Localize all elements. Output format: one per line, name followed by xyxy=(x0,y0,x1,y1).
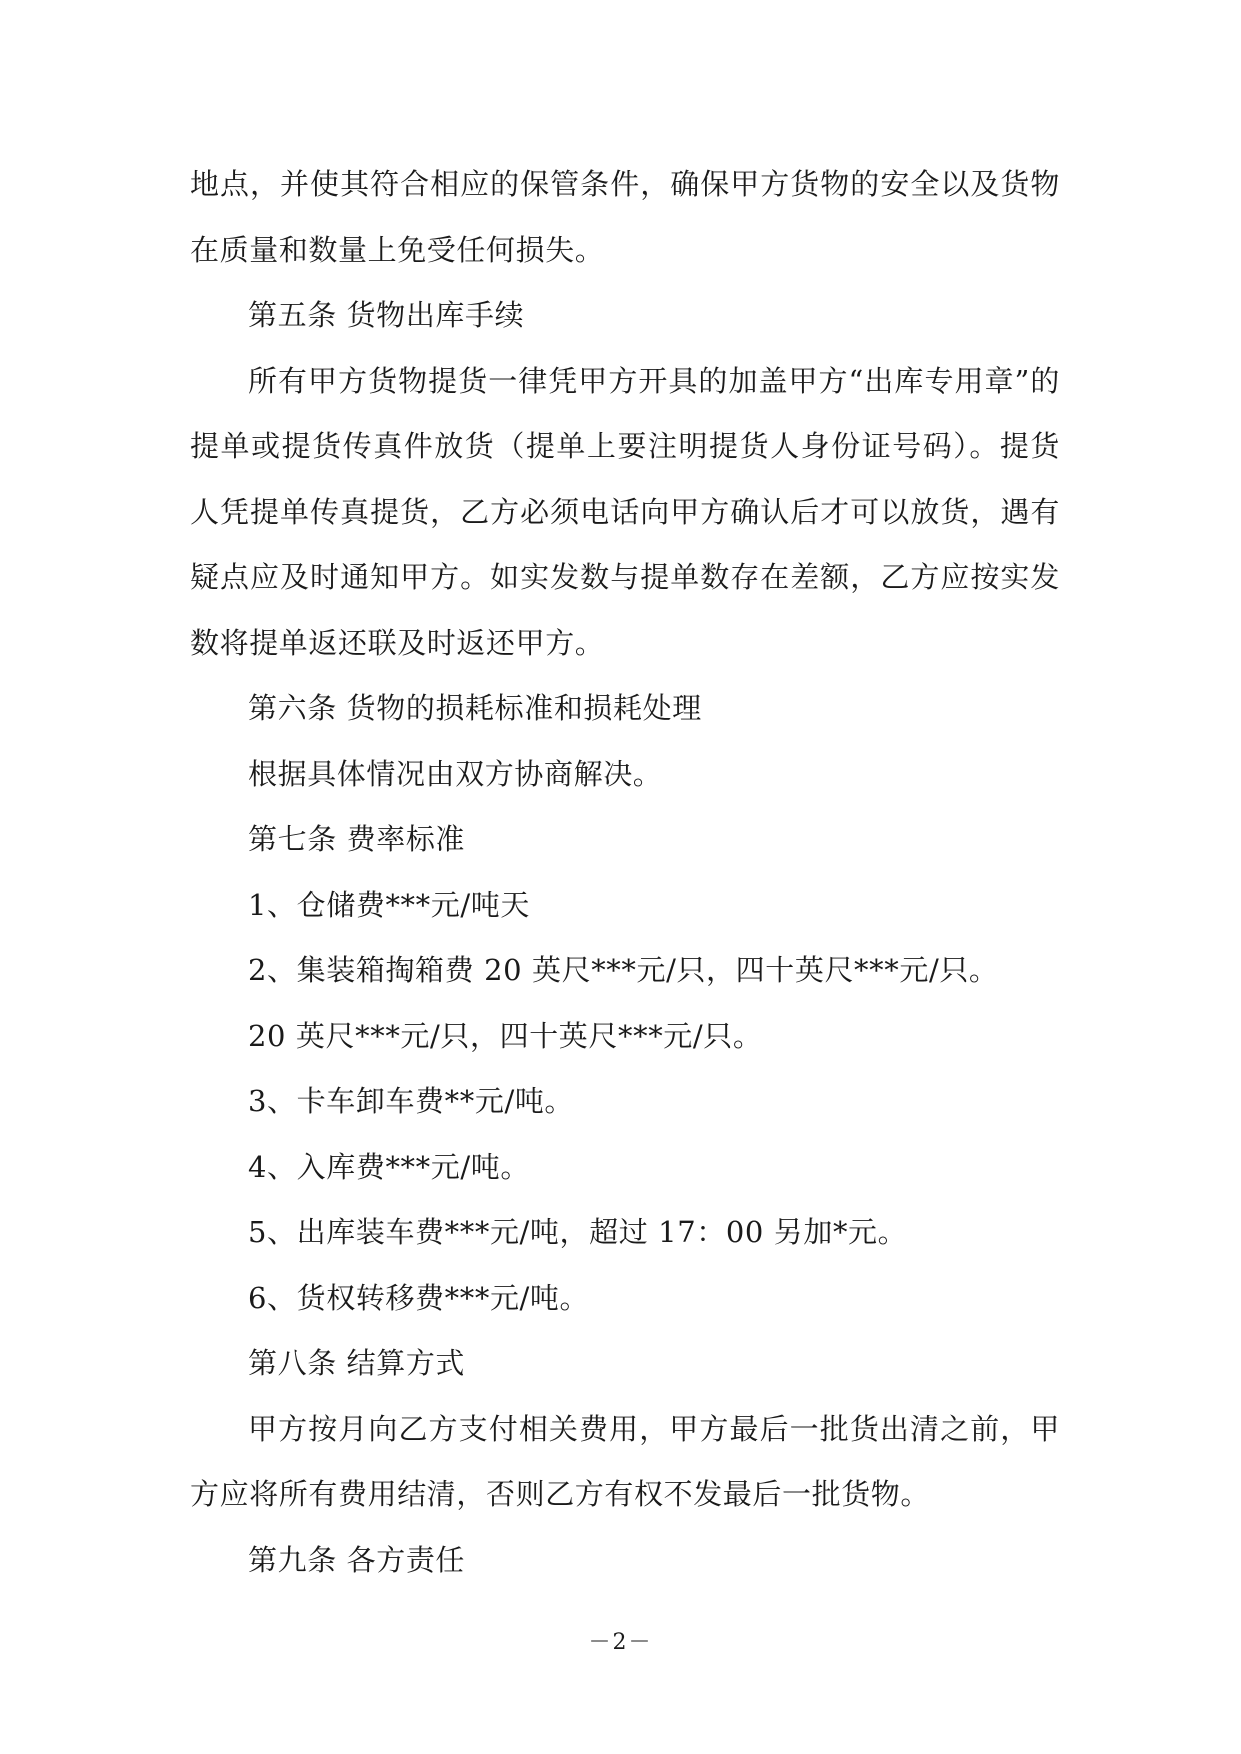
fee-item: 1、仓储费***元/吨天 xyxy=(248,887,530,922)
page-number: －2－ xyxy=(588,1630,653,1655)
paragraph: 所有甲方货物提货一律凭甲方开具的加盖甲方“出库专用章”的提单或提货传真件放货（提单上要注明提货人身份证号码）。提货人凭提单传真提货，乙方必须电话向甲方确认后才可以放货，遇有疑点应及时通知甲方。如实发数与提单数存在差额，乙方应按实发数将提单返还联及时返还甲方。 xyxy=(190,363,1060,660)
fee-item: 5、出库装车费***元/吨，超过 17：00 另加*元。 xyxy=(248,1215,908,1249)
fee-item: 2、集装箱掏箱费 20 英尺***元/只，四十英尺***元/只。 xyxy=(248,953,999,987)
fee-item: 6、货权转移费***元/吨。 xyxy=(248,1280,590,1315)
article-heading: 第七条 费率标准 xyxy=(248,822,466,856)
fee-item: 4、入库费***元/吨。 xyxy=(248,1149,530,1184)
paragraph: 根据具体情况由双方协商解决。 xyxy=(248,756,663,791)
paragraph: 甲方按月向乙方支付相关费用，甲方最后一批货出清之前，甲方应将所有费用结清，否则乙方有权不发最后一批货物。 xyxy=(190,1411,1060,1511)
paragraph: 地点，并使其符合相应的保管条件，确保甲方货物的安全以及货物在质量和数量上免受任何损失。 xyxy=(190,167,1060,267)
article-heading: 第五条 货物出库手续 xyxy=(248,298,525,332)
article-heading: 第六条 货物的损耗标准和损耗处理 xyxy=(248,691,702,725)
document-body xyxy=(190,152,1060,1593)
article-heading: 第八条 结算方式 xyxy=(248,1346,466,1380)
fee-item: 3、卡车卸车费**元/吨。 xyxy=(248,1084,575,1118)
article-heading: 第九条 各方责任 xyxy=(248,1542,466,1577)
fee-item: 20 英尺***元/只，四十英尺***元/只。 xyxy=(248,1018,763,1053)
